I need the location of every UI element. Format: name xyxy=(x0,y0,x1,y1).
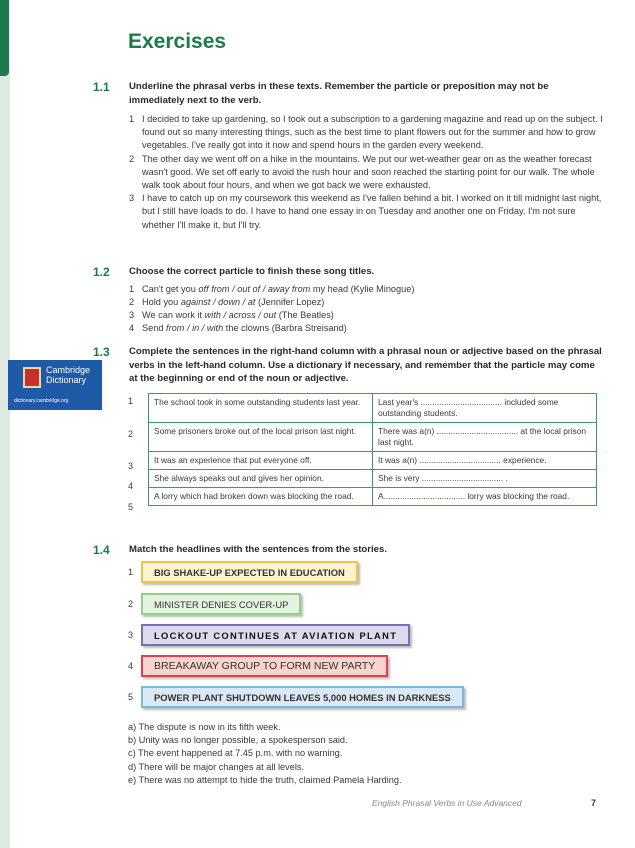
cell: The school took in some outstanding students last year. xyxy=(149,394,373,423)
exercise-1-4 xyxy=(93,543,603,557)
table-row xyxy=(149,452,597,470)
list-item: 3 I have to catch up on my coursework this weekend as I've fallen behind a bit. I worked on it till midnight last night, but I still have loads to do. I have to hand one essay in on Tuesday and another one on Friday. I'm not sure whether I'll make it, but I'll try. xyxy=(129,193,602,230)
list-item: 1 I decided to take up gardening, so I took out a subscription to a gardening magazine and read up on the subject. I found out so many interesting things, such as the best time to plant flowers out for the summer and how to grow vegetables. I've really got into it now and spend hours in the garden every weekend. xyxy=(129,114,603,151)
table-row xyxy=(149,488,597,506)
list-item: 3 We can work it with / across / out (The Beatles) xyxy=(129,309,334,320)
row-number: 5 xyxy=(128,502,134,512)
crest-icon xyxy=(23,367,41,388)
footer-book-title: English Phrasal Verbs in Use Advanced xyxy=(372,798,522,808)
headline-number: 3 xyxy=(128,630,134,640)
headline-5: POWER PLANT SHUTDOWN LEAVES 5,000 HOMES IN DARKNESS xyxy=(141,686,464,708)
exercise-1-3 xyxy=(93,345,603,386)
list-item: e) There was no attempt to hide the truth, claimed Pamela Harding. xyxy=(128,774,402,785)
cell: There was a(n) ................................... at the local prison last night. xyxy=(373,423,597,452)
row-number: 4 xyxy=(128,481,134,491)
list-item: c) The event happened at 7.45 p.m. with no warning. xyxy=(128,748,343,759)
cell: A................................... lorry was blocking the road. xyxy=(373,488,597,506)
logo-url: dictionary.cambridge.org xyxy=(14,398,69,404)
headline-1: BIG SHAKE-UP EXPECTED IN EDUCATION xyxy=(141,561,358,583)
instruction: Complete the sentences in the right-hand column with a phrasal noun or adjective based on the phrasal verbs in the left-hand column. Use a dictionary if necessary, and remember that the particle may come at the beginning or end of the noun or adjective. xyxy=(129,346,602,384)
list-item: 2 Hold you against / down / at (Jennifer Lopez) xyxy=(129,296,325,307)
exercise-number: 1.3 xyxy=(93,345,110,359)
list-item: 4 Send from / in / with the clowns (Barbra Streisand) xyxy=(129,323,347,334)
headline-3: LOCKOUT CONTINUES AT AVIATION PLANT xyxy=(141,624,410,646)
row-number: 1 xyxy=(128,396,134,406)
page-edge-strip xyxy=(0,0,10,848)
headline-number: 1 xyxy=(128,567,134,577)
headline-number: 5 xyxy=(128,692,134,702)
cell: A lorry which had broken down was blocking the road. xyxy=(149,488,373,506)
chapter-tab xyxy=(0,0,9,76)
cell: Some prisoners broke out of the local prison last night. xyxy=(149,423,373,452)
list-item: b) Unity was no longer possible, a spokesperson said. xyxy=(128,735,348,746)
cell: She always speaks out and gives her opinion. xyxy=(149,470,373,488)
cell: It was a(n) ................................... experience. xyxy=(373,452,597,470)
sentence-list xyxy=(128,721,402,787)
list-item: d) There will be major changes at all levels. xyxy=(128,761,305,772)
page-title: Exercises xyxy=(128,30,227,53)
exercise-1-2 xyxy=(93,265,603,335)
instruction: Choose the correct particle to finish these song titles. xyxy=(129,266,375,277)
exercise-1-1 xyxy=(93,80,603,232)
exercise-number: 1.4 xyxy=(93,543,110,557)
list-item: 1 Can't get you off from / out of / away from my head (Kylie Minogue) xyxy=(129,283,415,294)
cambridge-dictionary-logo[interactable] xyxy=(8,360,102,410)
row-number: 3 xyxy=(128,461,134,471)
page-number: 7 xyxy=(591,798,597,808)
headline-number: 4 xyxy=(128,661,134,671)
headline-number: 2 xyxy=(128,599,134,609)
cell: It was an experience that put everyone off. xyxy=(149,452,373,470)
exercise-table xyxy=(148,393,597,506)
headline-4: BREAKAWAY GROUP TO FORM NEW PARTY xyxy=(141,655,388,677)
list-item: 2 The other day we went off on a hike in the mountains. We put our wet-weather gear on as the weather forecast wasn't good. We set off early to avoid the rush hour and soon reached the starting point for our walk. The whole walk took about four hours, and when we got back we were exhausted. xyxy=(129,153,595,191)
headline-2: MINISTER DENIES COVER-UP xyxy=(141,593,301,615)
instruction: Underline the phrasal verbs in these texts. Remember the particle or preposition may not be immediately next to the verb. xyxy=(129,81,549,106)
list-item: a) The dispute is now in its fifth week. xyxy=(128,722,281,732)
table-row xyxy=(149,423,597,452)
logo-line1: Cambridge xyxy=(46,365,91,375)
table-row xyxy=(149,394,597,423)
exercise-number: 1.2 xyxy=(93,265,110,279)
table-row xyxy=(149,470,597,488)
cell: She is very ................................... . xyxy=(373,470,597,488)
exercise-number: 1.1 xyxy=(93,80,110,94)
instruction: Match the headlines with the sentences from the stories. xyxy=(129,544,388,555)
row-number: 2 xyxy=(128,429,134,439)
cell: Last year's ................................... included some outstanding students. xyxy=(373,394,597,423)
logo-line2: Dictionary xyxy=(46,375,87,385)
